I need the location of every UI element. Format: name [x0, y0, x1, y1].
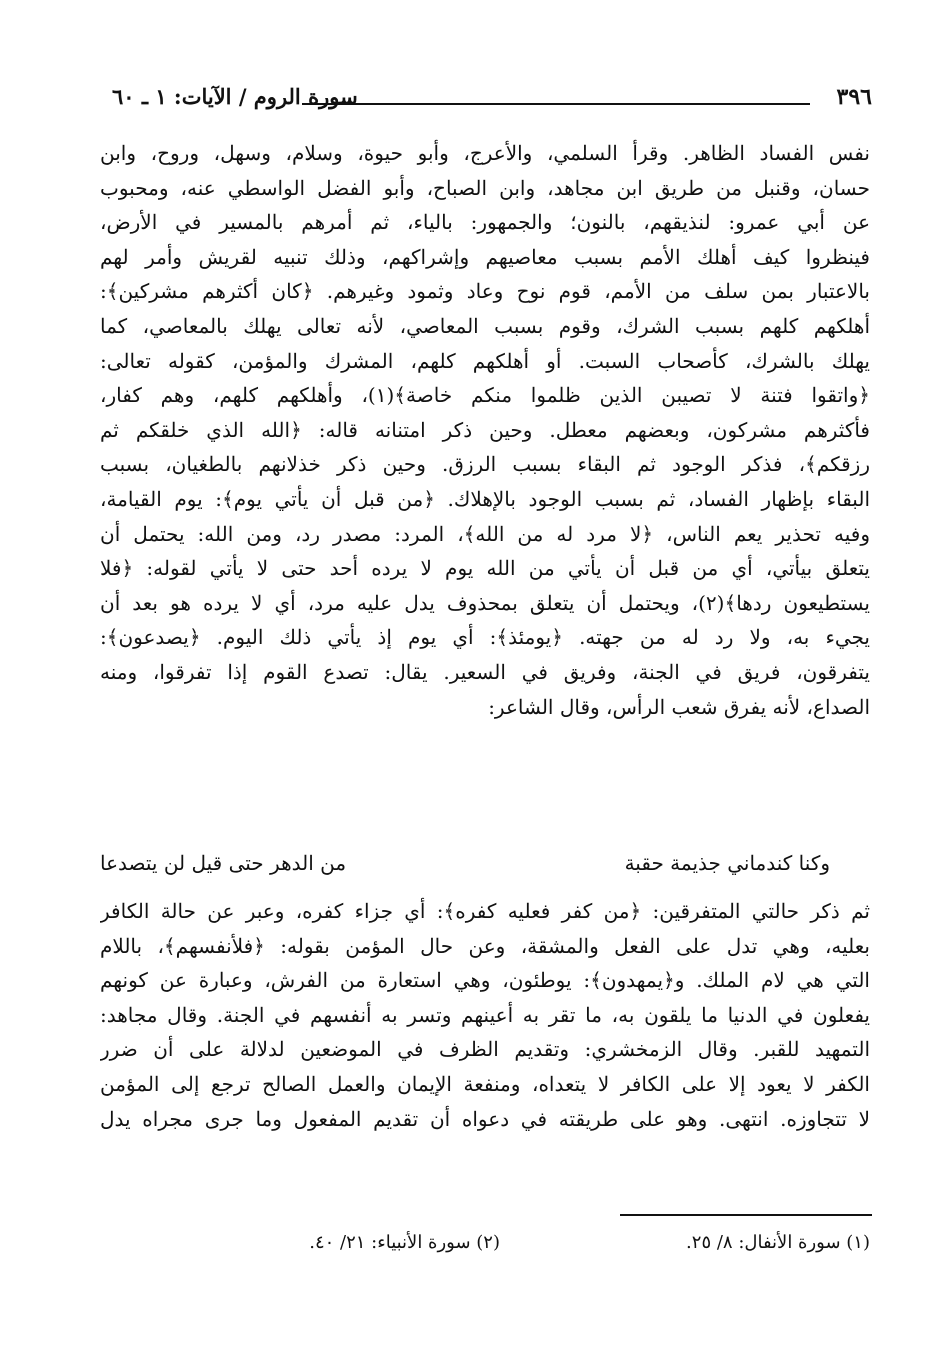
text-line: فينظروا كيف أهلك الأمم بسبب معاصيهم وإشراكهم، وذلك تنبيه لقريش وأمر لهم [100, 244, 870, 269]
text-line: التمهيد للقبر. وقال الزمخشري: وتقديم الظرف في الموضعين لدلالة على أن ضرر [100, 1037, 870, 1062]
text-line: يتعلق بيأتي، أي من قبل أن يأتي من الله يوم لا يرده أحد حتى لا يأتي لقوله: ﴿فلا [100, 556, 870, 581]
text-line: أهلكهم كلهم بسبب الشرك، وقوم بسبب المعاصي، لأنه تعالى يهلك بالمعاصي، كما [100, 313, 870, 338]
text-line: الصداع، لأنه يفرق شعب الرأس، وقال الشاعر: [488, 694, 870, 719]
footnote-rule [620, 1214, 872, 1216]
text-line: يجيء به، ولا رد له من جهته. ﴿يومئذ﴾: أي يوم إذ يأتي ذلك اليوم. ﴿يصدعون﴾: [100, 625, 870, 650]
text-line: بالاعتبار بمن سلف من الأمم، قوم نوح وعاد وثمود وغيرهم. ﴿كان أكثرهم مشركين﴾: [100, 279, 870, 304]
text-line: حسان، وقنبل من طريق ابن مجاهد، وابن الصباح، وأبو الفضل الواسطي عنه، ومحبوب [100, 175, 870, 200]
text-line: نفس الفساد الظاهر. وقرأ السلمي، والأعرج، وأبو حيوة، وسلام، وسهل، وروح، وابن [100, 141, 870, 165]
text-line: لا تتجاوزه. انتهى. وهو على طريقته في دعواه أن تقديم المفعول وما جرى مجراه يدل [100, 1106, 870, 1131]
text-line: يتفرقون، فريق في الجنة، وفريق في السعير. يقال: تصدع القوم إذا تفرقوا، ومنه [100, 659, 870, 684]
text-line: فأكثرهم مشركون، وبعضهم معطل. وحين ذكر امتنانه قاله: ﴿الله الذي خلقكم ثم [100, 417, 870, 442]
text-line: رزقكم﴾، فذكر الوجود ثم البقاء بسبب الرزق. وحين ذكر خذلانهم بالطغيان، بسبب [100, 452, 870, 477]
footnote-1: (١) سورة الأنفال: ٨/ ٢٥. [686, 1232, 870, 1253]
poetry-verse [100, 845, 870, 881]
text-line: ﴿واتقوا فتنة لا تصيبن الذين ظلموا منكم خاصة﴾(١)، وأهلكهم كلهم، وهم كفار، [100, 383, 870, 408]
main-text-continued [100, 894, 870, 1136]
running-title: سورة الروم / الآيات: ١ ـ ٦٠ [112, 84, 358, 109]
text-line: وفيه تحذير يعم الناس، ﴿لا مرد له من الله﴾، المرد: مصدر رد، ومن الله: يحتمل أن [100, 521, 870, 546]
text-line: التي هي لام الملك. و﴿يمهدون﴾: يوطئون، وهي استعارة من الفرش، وعبارة عن كونهم [100, 968, 870, 993]
footnotes [100, 1228, 870, 1258]
text-line: بعليه، وهي تدل على الفعل والمشقة، وعن حال المؤمن بقوله: ﴿فلأنفسهم﴾، باللام [100, 933, 870, 958]
text-line: الكفر لا يعود إلا على الكافر لا يتعداه، ومنفعة الإيمان والعمل الصالح ترجع إلى المؤمن [100, 1071, 870, 1096]
header-rule [302, 103, 810, 105]
text-line: يفعلون في الدنيا ما يلقون به، ما تقر به أعينهم وتسر به أنفسهم في الجنة. وقال مجاهد: [100, 1002, 870, 1027]
main-text [100, 136, 870, 724]
text-line: عن أبي عمرو: لنذيقهم، بالنون؛ والجمهور: بالياء، ثم أمرهم بالمسير في الأرض، [100, 210, 870, 235]
page-number: ٣٩٦ [836, 84, 872, 110]
text-line: يهلك بالشرك، كأصحاب السبت. أو أهلكهم كلهم، المشرك والمؤمن، كقوله تعالى: [100, 348, 870, 373]
text-line: ثم ذكر حالتي المتفرقين: ﴿من كفر فعليه كفره﴾: أي جزاء كفره، وعبر عن حالة الكافر [100, 899, 870, 923]
text-line: يستطيعون ردها﴾(٢)، ويحتمل أن يتعلق بمحذوف يدل عليه مرد، أي لا يرده هو بعد أن [100, 590, 870, 615]
page-header [112, 82, 872, 118]
verse-second-hemistich: من الدهر حتى قيل لن يتصدعا [100, 851, 347, 875]
footnote-2: (٢) سورة الأنبياء: ٢١/ ٤٠. [309, 1232, 500, 1253]
text-line: البقاء بإظهار الفساد، ثم بسبب الوجود بالإهلاك. ﴿من قبل أن يأتي يوم﴾: يوم القيامة، [100, 486, 870, 511]
verse-first-hemistich: وكنا كندماني جذيمة حقبة [624, 851, 830, 875]
